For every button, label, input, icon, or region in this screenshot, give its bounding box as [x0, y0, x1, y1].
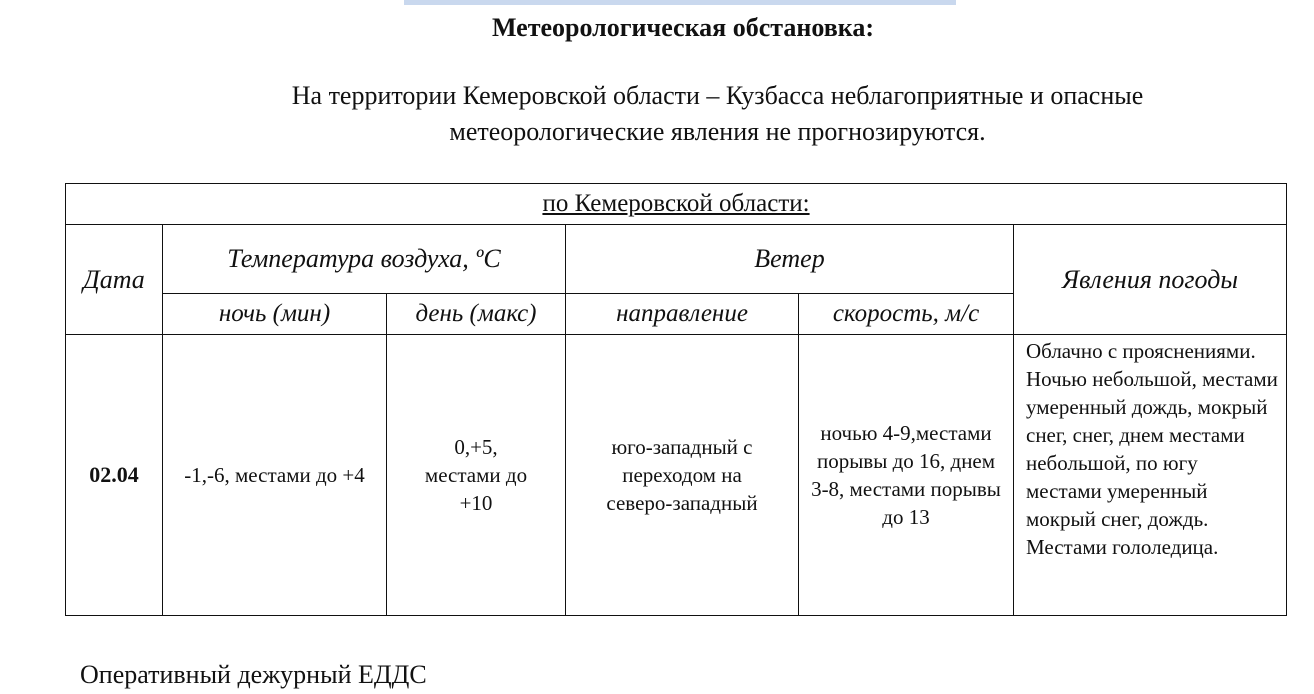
- cell-phenomena: Облачно с прояснениями. Ночью небольшой, местами умеренный дождь, мокрый снег, снег, днем местами небольшой, по югу местами умеренный мокрый снег, дождь. Местами гололедица.: [1014, 335, 1287, 616]
- cell-night-text: -1,-6, местами до +4: [184, 463, 365, 487]
- table-row: [66, 335, 1287, 616]
- header-date: Дата: [66, 225, 163, 335]
- cell-night: [163, 335, 387, 616]
- header-night: ночь (мин): [163, 294, 387, 335]
- cell-direction-text: юго-западный с переходом на северо-западный: [606, 435, 758, 515]
- region-title: по Кемеровской области:: [66, 184, 1287, 225]
- cell-day-text: 0,+5, местами до +10: [424, 435, 528, 515]
- header-highlight-bar: [404, 0, 956, 5]
- header-direction: направление: [566, 294, 799, 335]
- cell-direction: [566, 335, 799, 616]
- header-temperature: Температура воздуха, ºС: [163, 225, 566, 294]
- intro-paragraph: На территории Кемеровской области – Кузбасса неблагоприятные и опасные метеорологические явления не прогнозируются.: [291, 81, 1144, 146]
- region-title-row: [66, 184, 1287, 225]
- header-group-row: [66, 225, 1287, 294]
- header-day: день (макс): [387, 294, 566, 335]
- header-wind: Ветер: [566, 225, 1014, 294]
- header-speed: скорость, м/с: [799, 294, 1014, 335]
- cell-speed: [799, 335, 1014, 616]
- footer-signature: Оперативный дежурный ЕДДС: [80, 660, 427, 689]
- header-phenomena: Явления погоды: [1014, 225, 1287, 335]
- section-heading: Метеорологическая обстановка:: [491, 13, 874, 42]
- forecast-table: [65, 183, 1287, 616]
- cell-day: [387, 335, 566, 616]
- cell-speed-text: ночью 4-9,местами порывы до 16, днем 3-8, местами порывы до 13: [811, 421, 1001, 529]
- cell-date: 02.04: [66, 335, 163, 616]
